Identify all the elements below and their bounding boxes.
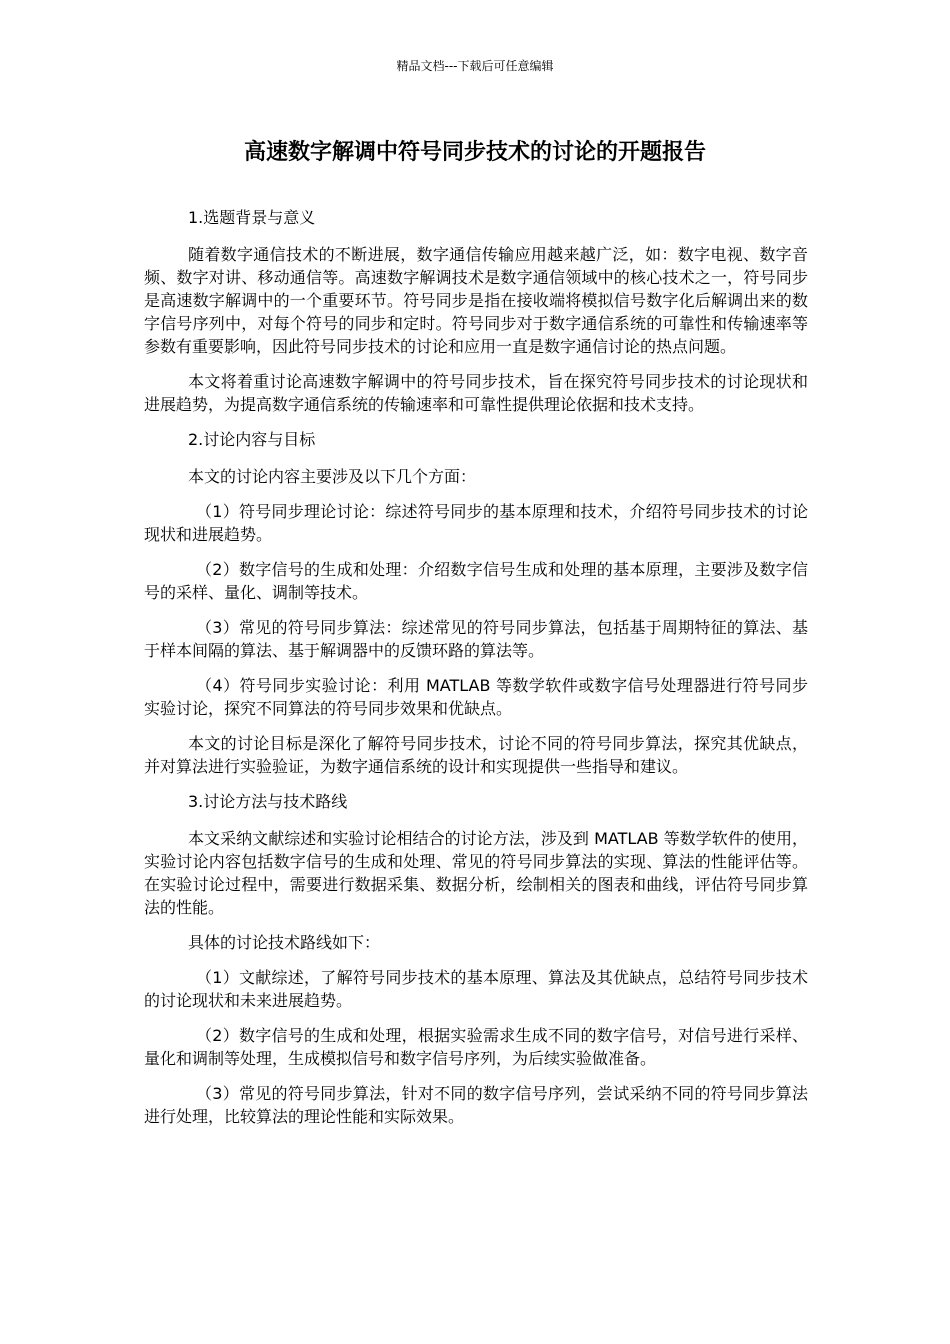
section-2-heading: 2.讨论内容与目标 [188, 430, 316, 449]
document-title: 高速数字解调中符号同步技术的讨论的开题报告 [243, 140, 706, 165]
section-2-goal: 本文的讨论目标是深化了解符号同步技术，讨论不同的符号同步算法，探究其优缺点，并对算法进行实验验证，为数字通信系统的设计和实现提供一些指导和建议。 [144, 734, 808, 776]
section-2-item-1: （1）符号同步理论讨论：综述符号同步的基本原理和技术，介绍符号同步技术的讨论现状和进展趋势。 [144, 502, 808, 544]
section-2-item-2: （2）数字信号的生成和处理：介绍数字信号生成和处理的基本原理，主要涉及数字信号的采样、量化、调制等技术。 [144, 560, 808, 602]
section-3-heading: 3.讨论方法与技术路线 [188, 792, 348, 811]
section-1-heading: 1.选题背景与意义 [188, 208, 316, 227]
section-1-paragraph-1: 随着数字通信技术的不断进展，数字通信传输应用越来越广泛，如：数字电视、数字音频、数字对讲、移动通信等。高速数字解调技术是数字通信领域中的核心技术之一，符号同步是高速数字解调中的一个重要环节。符号同步是指在接收端将模拟信号数字化后解调出来的数字信号序列中，对每个符号的同步和定时。符号同步对于数字通信系统的可靠性和传输速率等参数有重要影响，因此符号同步技术的讨论和应用一直是数字通信讨论的热点问题。 [144, 245, 808, 356]
page-header: 精品文档---下载后可任意编辑 [396, 59, 554, 73]
section-3-paragraph-1: 本文采纳文献综述和实验讨论相结合的讨论方法，涉及到 MATLAB 等数学软件的使用，实验讨论内容包括数字信号的生成和处理、常见的符号同步算法的实现、算法的性能评估等。在实验讨论过程中，需要进行数据采集、数据分析，绘制相关的图表和曲线，评估符号同步算法的性能。 [144, 829, 808, 917]
document-body [144, 206, 808, 1140]
section-2-item-3: （3）常见的符号同步算法：综述常见的符号同步算法，包括基于周期特征的算法、基于样本间隔的算法、基于解调器中的反馈环路的算法等。 [144, 618, 808, 660]
section-2-intro: 本文的讨论内容主要涉及以下几个方面： [188, 467, 477, 486]
section-3-item-2: （2）数字信号的生成和处理，根据实验需求生成不同的数字信号，对信号进行采样、量化和调制等处理，生成模拟信号和数字信号序列，为后续实验做准备。 [144, 1026, 808, 1068]
section-3-item-1: （1）文献综述，了解符号同步技术的基本原理、算法及其优缺点，总结符号同步技术的讨论现状和未来进展趋势。 [144, 968, 808, 1010]
section-3-item-3: （3）常见的符号同步算法，针对不同的数字信号序列，尝试采纳不同的符号同步算法进行处理，比较算法的理论性能和实际效果。 [144, 1084, 808, 1126]
section-1-paragraph-2: 本文将着重讨论高速数字解调中的符号同步技术，旨在探究符号同步技术的讨论现状和进展趋势，为提高数字通信系统的传输速率和可靠性提供理论依据和技术支持。 [144, 372, 808, 414]
section-2-item-4: （4）符号同步实验讨论：利用 MATLAB 等数学软件或数字信号处理器进行符号同步实验讨论，探究不同算法的符号同步效果和优缺点。 [144, 676, 808, 718]
section-3-paragraph-2: 具体的讨论技术路线如下： [188, 933, 381, 952]
